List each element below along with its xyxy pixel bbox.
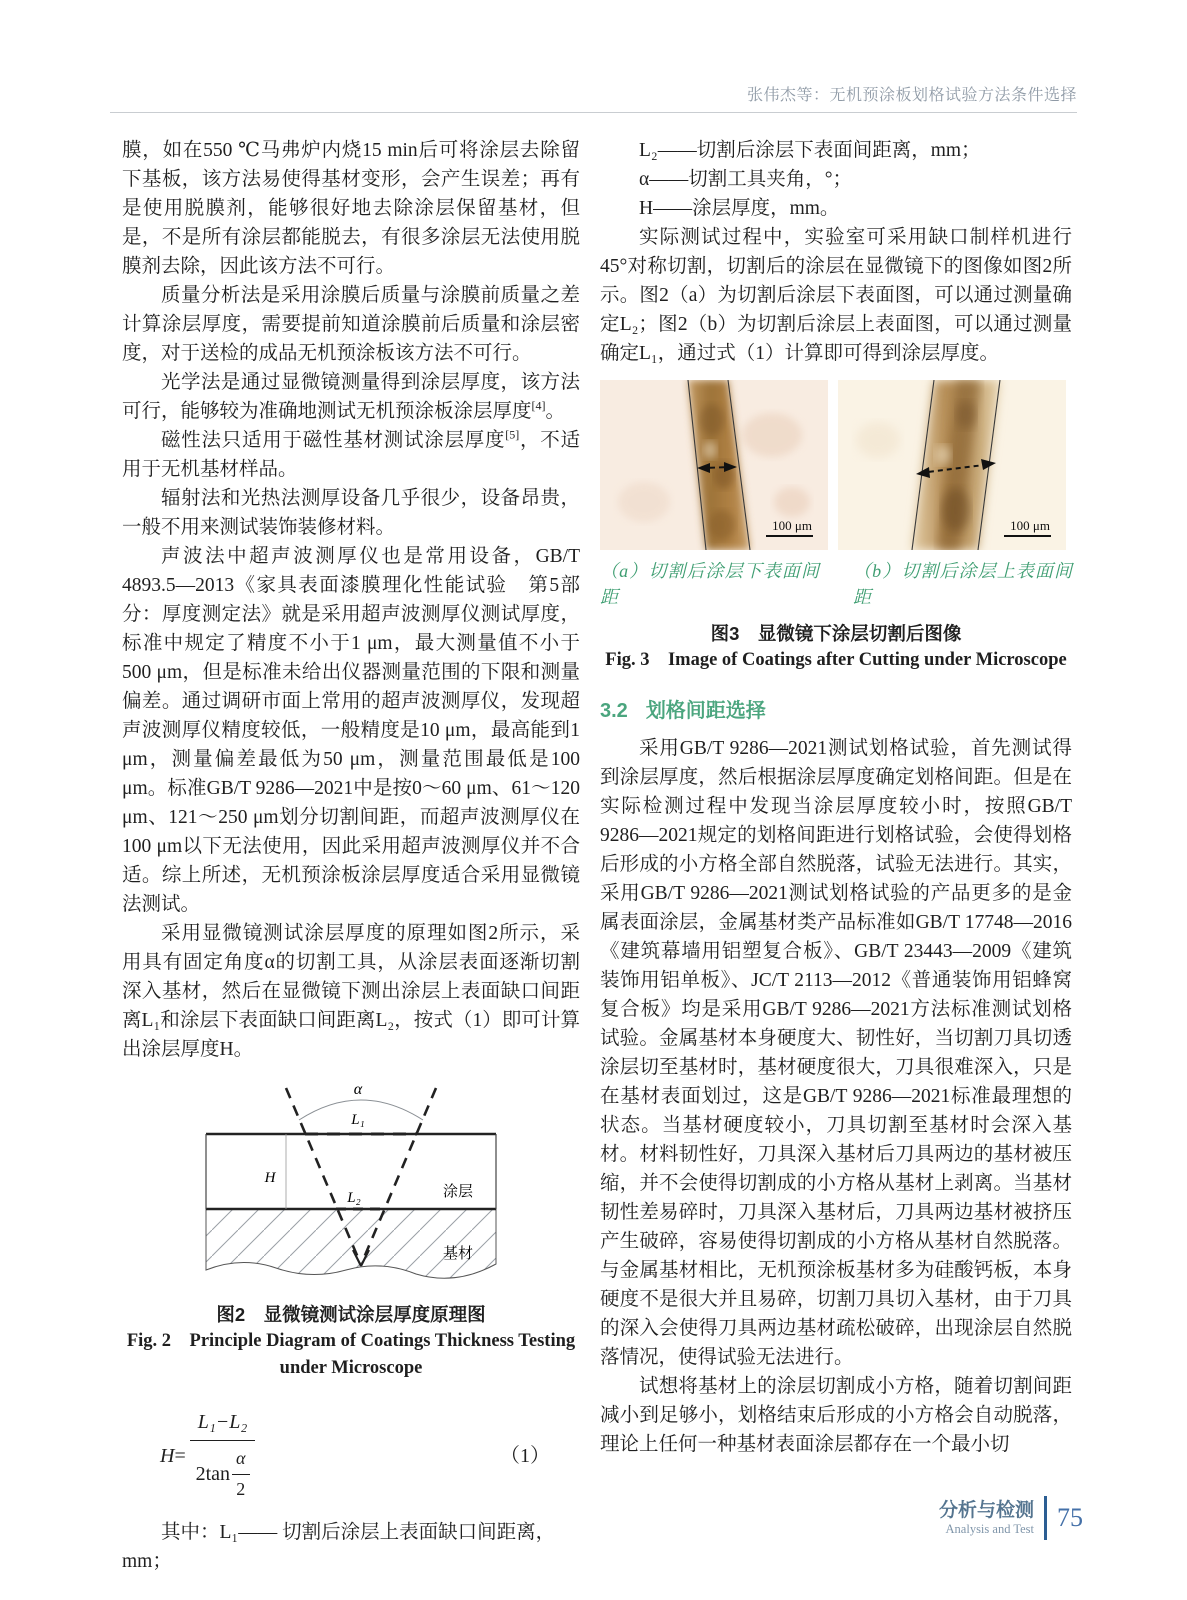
definition-h: H——涂层厚度，mm。 (639, 198, 840, 219)
microscope-image-a (600, 380, 828, 550)
footer-label-en: Analysis and Test (945, 1521, 1034, 1536)
paragraph-min-spacing: 试想将基材上的涂层切割成小方格，随着切割间距减小到足够小，划格结束后形成的小方格会自动脱落，理论上任何一种基材表面涂层都存在一个最小切 (600, 1376, 1072, 1455)
paragraph-text: ，不适用于无机基材样品。 (122, 430, 580, 480)
background-blotch (774, 487, 810, 517)
scale-label-a: 100 μm (772, 518, 812, 533)
footer-divider-bar (1044, 1496, 1047, 1540)
den-prefix: 2tan (195, 1462, 231, 1485)
coating-label: 涂层 (442, 1184, 474, 1200)
paragraph-optical (122, 368, 580, 426)
running-head: 张伟杰等：无机预涂板划格试验方法条件选择 (746, 87, 1077, 104)
fraction-numerator: L₁−L₂ (190, 1408, 256, 1441)
scale-label-b: 100 μm (1010, 518, 1050, 533)
section-title: 划格间距选择 (645, 700, 766, 722)
paragraph-text: 磁性法只适用于磁性基材测试涂层厚度 (161, 430, 506, 451)
fraction (190, 1408, 256, 1504)
microscope-image-b (838, 380, 1066, 550)
equals-sign: = (174, 1444, 186, 1467)
figure2-caption-en: Fig. 2 Principle Diagram of Coatings Thickness Testing (126, 1331, 576, 1351)
figure3-caption-en: Fig. 3 Image of Coatings after Cutting under Microscope (605, 650, 1067, 670)
footer-label-zh: 分析与检测 (938, 1499, 1034, 1521)
paragraph-microscope-principle: 采用显微镜测试涂层厚度的原理如图2所示，采用具有固定角度α的切割工具，从涂层表面逐渐切割深入基材，然后在显微镜下测出涂层上表面缺口间距离L₁和涂层下表面缺口间距离L₂，按式（1）即可计算出涂层厚度H。 (122, 923, 580, 1060)
alpha-label: α (353, 1081, 363, 1098)
figure3-images (600, 380, 1072, 550)
inner-fraction (232, 1444, 249, 1504)
band-texture (703, 441, 717, 459)
figure3-caption-zh: 图3 显微镜下涂层切割后图像 (710, 623, 962, 644)
left-column (122, 136, 580, 1576)
substrate-region (206, 1209, 496, 1278)
page-number: 75 (1057, 1503, 1083, 1532)
footer-section-label (939, 1500, 1034, 1537)
background-blotch (618, 482, 670, 522)
header-divider (110, 112, 1077, 113)
band-texture (942, 488, 970, 532)
background-blotch (856, 422, 900, 458)
paragraph-text: 。 (545, 401, 566, 422)
l1-label: L₁ (351, 1112, 365, 1128)
equation-number: （1） (500, 1444, 550, 1467)
section-heading-3-2 (600, 696, 1072, 726)
background-blotch (742, 413, 802, 457)
paragraph-mass-analysis: 质量分析法是采用涂膜后质量与涂膜前质量之差计算涂层厚度，需要提前知道涂膜前后质量和涂层密度，对于送检的成品无机预涂板该方法不可行。 (122, 285, 580, 364)
paragraph-spacing-selection: 采用GB/T 9286—2021测试划格试验，首先测试得到涂层厚度，然后根据涂层厚度确定划格间距。但是在实际检测过程中发现当涂层厚度较小时，按照GB/T 9286—2021规定的划格间距进行划格试验，会使得划格后形成的小方格全部自然脱落，试验无法进行。其实，采用GB/T 9286—2021测试划格试验的产品更多的是金属表面涂层，金属基材类产品标准如GB/T 17748—2016《建筑幕墙用铝塑复合板》、GB/T 23443—2009《建筑装饰用铝单板》、JC/T 2113—2012《普通装饰用铝蜂窝复合板》均是采用GB/T 9286—2021方法标准测试划格试验。金属基材本身硬度大、韧性好，当切割刀具切透涂层切至基材时，基材硬度很大，刀具很难深入，只是在基材表面划过，这是GB/T 9286—2021标准最理想的状态。当基材硬度较小，刀具切割至基材时会深入基材。材料韧性好，刀具深入基材后刀具两边的基材被压缩，并不会使得切割成的小方格从基材上剥离。当基材韧性差易碎时，刀具深入基材后，刀具两边基材被挤压产生破碎，容易使得切割成的小方格从基材自然脱落。与金属基材相比，无机预涂板基材多为硅酸钙板，本身硬度不是很大并且易碎，切割刀具切入基材，由于刀具的深入会使得刀具两边基材疏松破碎，出现涂层自然脱落情况，使得试验无法进行。 (600, 738, 1072, 1368)
definition-l2: L₂——切割后涂层下表面间距离，mm； (639, 140, 981, 161)
band-texture (935, 445, 951, 465)
inner-num: α (232, 1444, 249, 1475)
figure3-subcaptions (600, 558, 1072, 610)
reference-5: [5] (505, 427, 520, 442)
substrate-label: 基材 (442, 1246, 474, 1262)
band-texture (956, 401, 976, 429)
paragraph-ultrasonic: 声波法中超声波测厚仪也是常用设备，GB/T 4893.5—2013《家具表面漆膜理化性能试验 第5部分：厚度测定法》就是采用超声波测厚仪测试厚度，标准中规定了精度不小于1 μm，最大测量值不小于500 μm，但是标准未给出仪器测量范围的下限和测量偏差。通过调研市面上常用的超声波测厚仪，发现超声波测厚仪精度较低，一般精度是10 μm，最高能到1 μm，测量偏差最低为50 μm，测量范围最低是100 μm。标准GB/T 9286—2021中是按0～60 μm、61～120 μm、121～250 μm划分切割间距，而超声波测厚仪在100 μm以下无法使用，因此采用超声波测厚仪并不合适。综上所述，无机预涂板涂层厚度适合采用显微镜法测试。 (122, 546, 580, 915)
section-number: 3.2 (600, 700, 628, 722)
band-texture (709, 510, 735, 540)
subcaption-a: （a）切割后涂层下表面间距 (600, 561, 819, 607)
band-texture (700, 404, 724, 436)
paragraph-demold: 膜，如在550 ℃马弗炉内烧15 min后可将涂层去除留下基板，该方法易使得基材变形，会产生误差；再有是使用脱膜剂，能够很好地去除涂层保留基材，但是，不是所有涂层都能脱去，有很多涂层无法使用脱膜剂去除，因此该方法不可行。 (122, 140, 580, 277)
cut-principle-svg (186, 1074, 516, 1286)
paragraph-actual-test: 实际测试过程中，实验室可采用缺口制样机进行45°对称切割，切割后的涂层在显微镜下的图像如图2所示。图2（a）为切割后涂层下表面图，可以通过测量确定L₂；图2（b）为切割后涂层上表面图，可以通过测量确定L₁，通过式（1）计算即可得到涂层厚度。 (600, 227, 1072, 364)
definition-alpha: α——切割工具夹角，°； (639, 169, 853, 190)
page-footer (939, 1496, 1083, 1540)
paragraph-radiation: 辐射法和光热法测厚设备几乎很少，设备昂贵，一般不用来测试装饰装修材料。 (122, 488, 580, 538)
h-label: H (264, 1170, 276, 1186)
right-column (600, 136, 1072, 1459)
fraction-denominator (196, 1441, 250, 1504)
l2-label: L₂ (347, 1190, 361, 1206)
subcaption-b: （b）切割后涂层上表面间距 (853, 561, 1072, 607)
paragraph-magnetic (122, 426, 580, 484)
reference-4: [4] (531, 398, 546, 413)
figure2-diagram (122, 1074, 580, 1295)
equation-1 (160, 1408, 580, 1504)
figure2-caption-zh: 图2 显微镜测试涂层厚度原理图 (216, 1304, 486, 1325)
figure2-caption-en2: under Microscope (279, 1358, 423, 1378)
where-clause: 其中：L₁—— 切割后涂层上表面缺口间距离， (161, 1522, 556, 1543)
inner-den: 2 (236, 1479, 246, 1499)
where-clause-unit: mm； (122, 1551, 172, 1572)
equation-lhs: H (160, 1444, 175, 1467)
paragraph-text: 光学法是通过显微镜测量得到涂层厚度，该方法可行，能够较为准确地测试无机预涂板涂层厚度 (122, 372, 580, 422)
